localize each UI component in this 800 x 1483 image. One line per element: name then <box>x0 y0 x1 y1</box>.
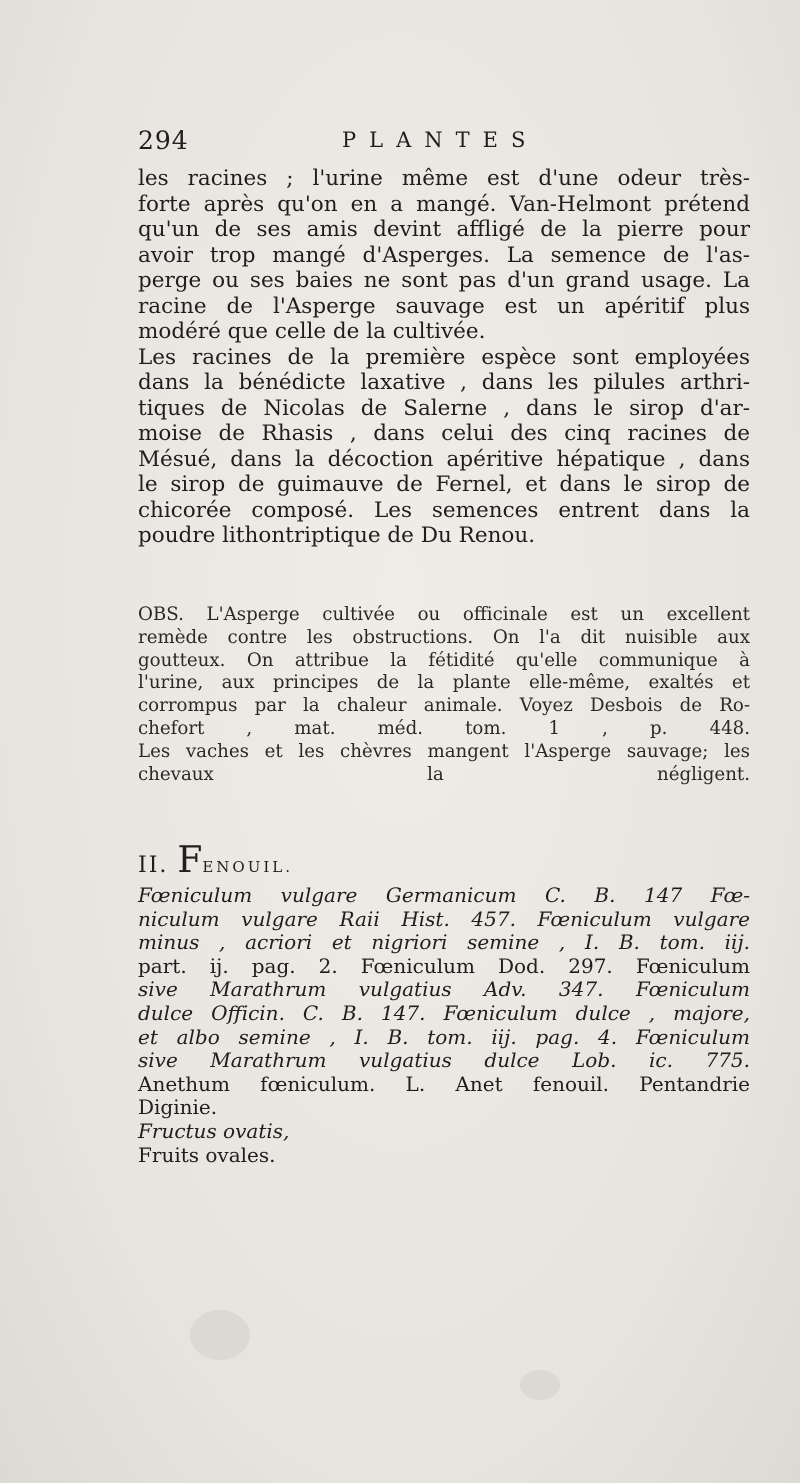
text-line: poudre lithontriptique de Du Renou. <box>138 523 536 548</box>
section-number: II. <box>138 853 169 878</box>
text-line: forte après qu'on en a mangé. Van-Helmont prétend <box>138 191 750 217</box>
synonym-line: Anethum fœniculum. L. Anet fenouil. Pentandrie <box>138 1071 750 1096</box>
text-line: tiques de Nicolas de Salerne , dans le sirop d'ar- <box>138 395 750 421</box>
page-number: 294 <box>138 126 189 155</box>
text-line: perge ou ses baies ne sont pas d'un grand usage. La <box>138 268 750 293</box>
text-line: Les racines de la première espèce sont employées <box>138 344 750 370</box>
page-header <box>138 126 748 160</box>
synonym-line: dulce Officin. C. B. 147. Fœniculum dulce , majore, <box>138 1000 750 1025</box>
section-title <box>138 840 294 881</box>
note-line: remède contre les obstructions. On l'a dit nuisible aux <box>138 626 750 648</box>
observation-note <box>138 604 750 786</box>
text-line: racine de l'Asperge sauvage est un apéritif plus <box>138 293 750 319</box>
text-line: chicorée composé. Les semences entrent dans la <box>138 497 750 523</box>
drop-initial: F <box>177 840 203 881</box>
section-title-rest: ENOUIL. <box>202 858 294 876</box>
synonym-line: et albo semine , I. B. tom. iij. pag. 4. Fœniculum <box>138 1024 750 1049</box>
text-line: modéré que celle de la cultivée. <box>138 319 486 344</box>
synonym-line: Fœniculum vulgare Germanicum C. B. 147 Fœ- <box>138 883 750 907</box>
synonymy-paragraph <box>138 884 750 1167</box>
synonym-line: part. ij. pag. 2. Fœniculum Dod. 297. Fœniculum <box>138 953 750 978</box>
paper-stain <box>520 1370 560 1400</box>
text-line: qu'un de ses amis devint affligé de la pierre pour <box>138 217 750 242</box>
text-line: moise de Rhasis , dans celui des cinq racines de <box>138 421 750 446</box>
note-line: goutteux. On attribue la fétidité qu'elle communique à <box>138 649 750 671</box>
note-line: chevaux la négligent. <box>138 763 750 785</box>
note-line: OBS. L'Asperge cultivée ou officinale est un excellent <box>138 604 750 625</box>
synonym-line: minus , acriori et nigriori semine , I. B. tom. iij. <box>138 930 750 955</box>
synonym-line: sive Marathrum vulgatius dulce Lob. ic. 775. <box>138 1048 750 1073</box>
text-line: Mésué, dans la décoction apéritive hépatique , dans <box>138 446 750 472</box>
note-line: l'urine, aux principes de la plante elle-même, exaltés et <box>138 672 750 694</box>
note-line: Les vaches et les chèvres mangent l'Asperge sauvage; les <box>138 740 750 762</box>
text-line: avoir trop mangé d'Asperges. La semence de l'as- <box>138 242 750 268</box>
synonym-line: Diginie. <box>138 1095 218 1120</box>
text-line: le sirop de guimauve de Fernel, et dans le sirop de <box>138 472 750 497</box>
section-heading <box>138 840 750 881</box>
synonym-line: Fruits ovales. <box>138 1142 276 1167</box>
text-line: dans la bénédicte laxative , dans les pilules arthri- <box>138 370 750 395</box>
note-line: corrompus par la chaleur animale. Voyez Desbois de Ro- <box>138 695 750 717</box>
paper-stain <box>190 1310 250 1360</box>
synonym-line: Fructus ovatis, <box>138 1118 290 1143</box>
synonym-line: niculum vulgare Raii Hist. 457. Fœniculum vulgare <box>138 906 750 931</box>
main-paragraphs <box>138 166 750 549</box>
running-title: PLANTES <box>342 128 539 152</box>
synonym-line: sive Marathrum vulgatius Adv. 347. Fœniculum <box>138 977 750 1002</box>
text-line: les racines ; l'urine même est d'une odeur très- <box>138 166 750 191</box>
note-line: chefort , mat. méd. tom. 1 , p. 448. <box>138 717 750 739</box>
